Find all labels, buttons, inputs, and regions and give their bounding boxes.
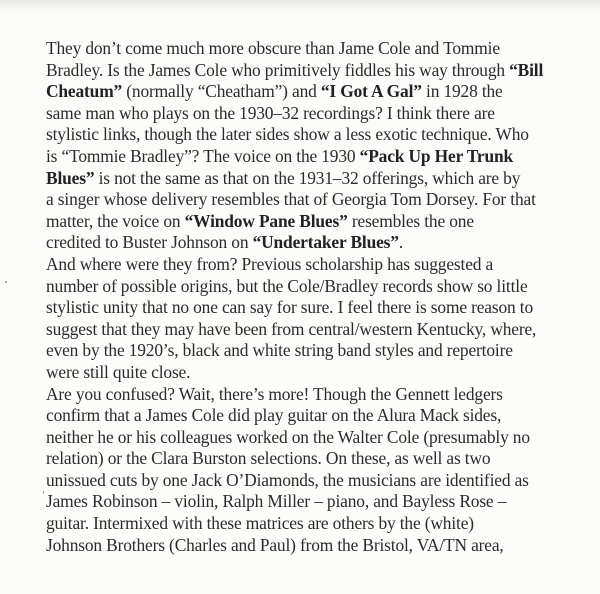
text-run: a singer whose delivery resembles that of Georgia Tom Dorsey. For that (46, 189, 536, 210)
text-line (46, 297, 576, 319)
text-line (46, 168, 576, 190)
text-line (46, 448, 576, 470)
text-line (46, 405, 576, 427)
text-line (46, 340, 576, 362)
song-title: Cheatum” (46, 81, 123, 102)
text-run: James Robinson – violin, Ralph Miller – piano, and Bayless Rose – (46, 491, 507, 512)
text-line (46, 276, 576, 298)
text-line (46, 103, 576, 125)
text-run: . (398, 232, 404, 253)
song-title: “Window Pane Blues” (184, 210, 348, 231)
text-line (46, 189, 576, 211)
song-title: “Pack Up Her Trunk (359, 145, 514, 166)
text-run: They don’t come much more obscure than Jame Cole and Tommie (46, 38, 500, 58)
page-top-edge (0, 0, 600, 10)
text-run: is “Tommie Bradley”? The voice on the 1930 (46, 145, 360, 166)
text-line (46, 38, 576, 60)
text-run: credited to Buster Johnson on (46, 232, 253, 253)
text-run: suggest that they may have been from central/western Kentucky, where, (46, 318, 537, 339)
text-run: confirm that a James Cole did play guitar on the Alura Mack sides, (46, 405, 502, 426)
body-text (46, 38, 576, 556)
text-run: stylistic links, though the later sides show a less exotic technique. Who (46, 124, 529, 145)
song-title: “Bill (509, 59, 544, 80)
scan-speck (43, 491, 44, 494)
text-run: matter, the voice on (46, 210, 185, 231)
text-line (46, 254, 576, 276)
text-line (46, 81, 576, 103)
text-line (46, 146, 576, 168)
text-line (46, 60, 576, 82)
song-title: “Undertaker Blues” (252, 232, 399, 253)
text-run: neither he or his colleagues worked on the Walter Cole (presumably no (46, 426, 530, 447)
text-run: resembles the one (347, 210, 474, 231)
text-run: stylistic unity that no one can say for sure. I feel there is some reason to (46, 297, 533, 318)
text-run: Are you confused? Wait, there’s more! Though the Gennett ledgers (46, 383, 503, 404)
text-run: same man who plays on the 1930–32 recordings? I think there are (46, 102, 495, 123)
text-run: And where were they from? Previous scholarship has suggested a (46, 253, 494, 274)
text-line (46, 470, 576, 492)
text-run: is not the same as that on the 1931–32 offerings, which are by (94, 167, 521, 188)
text-line (46, 513, 576, 535)
text-run: Johnson Brothers (Charles and Paul) from the Bristol, VA/TN area, (46, 534, 504, 555)
text-line (46, 491, 576, 513)
text-line (46, 362, 576, 384)
text-run: in 1928 the (421, 81, 503, 102)
text-run: relation) or the Clara Burston selections. On these, as well as two (46, 448, 491, 469)
text-run: guitar. Intermixed with these matrices are others by the (white) (46, 513, 474, 534)
song-title: “I Got A Gal” (320, 81, 422, 102)
text-line (46, 384, 576, 406)
scan-speck (5, 281, 7, 283)
text-run: (normally “Cheatham”) and (122, 81, 321, 102)
text-line (46, 124, 576, 146)
song-title: Blues” (46, 167, 95, 188)
text-run: number of possible origins, but the Cole/Bradley records show so little (46, 275, 528, 296)
text-line (46, 427, 576, 449)
text-run: were still quite close. (46, 361, 191, 382)
text-line (46, 232, 576, 254)
text-line (46, 319, 576, 341)
text-run: Bradley. Is the James Cole who primitively fiddles his way through (46, 59, 510, 80)
text-line (46, 535, 576, 557)
text-run: even by the 1920’s, black and white string band styles and repertoire (46, 340, 513, 361)
text-run: unissued cuts by one Jack O’Diamonds, the musicians are identified as (46, 469, 529, 490)
text-line (46, 211, 576, 233)
